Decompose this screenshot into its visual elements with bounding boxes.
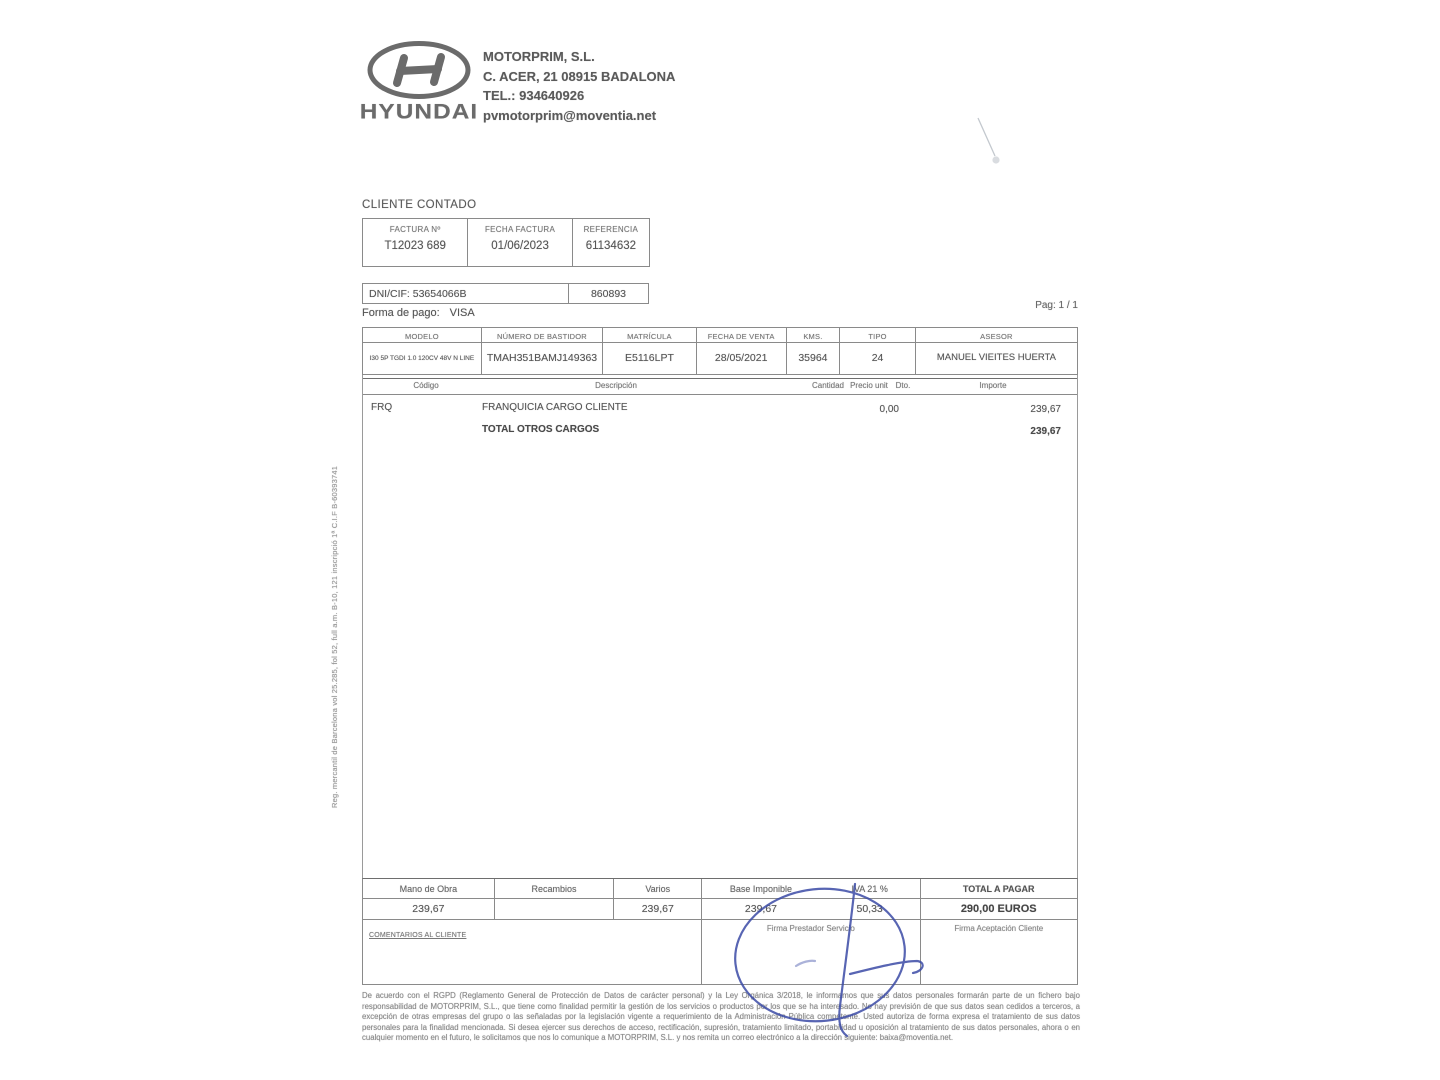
dni-cif: DNI/CIF: 53654066B: [369, 288, 467, 300]
handwritten-signature: [718, 878, 930, 1040]
registry-side-note: Reg. mercantil de Barcelona vol 25.285, fol 52, full a.m. B-10, 121 inscripció 1ª C.I.F B-60393741: [330, 465, 339, 808]
vehicle-model: I30 5P TGDI 1.0 120CV 48V N LINE: [369, 354, 475, 362]
vehicle-col-fecha-venta: [696, 328, 786, 374]
summary-header-total: TOTAL A PAGAR: [962, 883, 1035, 894]
client-signature-cell: [921, 920, 1077, 984]
vehicle-col-modelo: [363, 328, 481, 374]
meta-col-factura: [363, 219, 467, 266]
company-name: MOTORPRIM, S.L.: [483, 49, 595, 64]
page-counter: Pag: 1 / 1: [1035, 300, 1078, 311]
vehicle-header: NÚMERO DE BASTIDOR: [482, 328, 602, 343]
invoice-number: T12023 689: [384, 240, 446, 252]
vehicle-col-kms: [786, 328, 840, 374]
summary-recambios-value: [495, 899, 615, 919]
summary-iva-value: 50,33: [820, 899, 921, 919]
vehicle-col-bastidor: [481, 328, 602, 374]
pen-scratch-mark: [968, 110, 1012, 174]
invoice-meta-table: [362, 218, 650, 267]
client-code: 860893: [568, 284, 648, 303]
hyundai-oval-icon: [366, 40, 472, 100]
summary-header-varios: Varios: [614, 879, 702, 898]
summary-varios-value: 239,67: [614, 899, 702, 919]
summary-header-iva: IVA 21 %: [820, 879, 921, 898]
item-code: FRQ: [371, 402, 393, 413]
items-header-precio: Precio unit: [850, 381, 888, 390]
items-header-codigo: Código: [413, 381, 439, 390]
vehicle-plate: E5116LPT: [625, 352, 674, 365]
vehicle-advisor: MANUEL VIEITES HUERTA: [936, 352, 1056, 364]
vehicle-header: TIPO: [840, 328, 915, 343]
client-signature-label: Firma Aceptación Cliente: [954, 924, 1044, 933]
meta-header: FACTURA Nº: [389, 225, 441, 234]
items-total-label: TOTAL OTROS CARGOS: [482, 424, 600, 435]
dni-box: [362, 283, 649, 304]
summary-header-mano: Mano de Obra: [363, 879, 495, 898]
item-unit-price: 0,00: [879, 404, 899, 415]
provider-signature-label: Firma Prestador Servicio: [766, 924, 855, 933]
company-phone: TEL.: 934640926: [483, 88, 585, 103]
comments-label: COMENTARIOS AL CLIENTE: [369, 932, 467, 939]
summary-total-value: 290,00 EUROS: [960, 903, 1037, 915]
signature-strokes: [729, 880, 923, 1036]
meta-header: FECHA FACTURA: [484, 225, 556, 234]
vehicle-table: [362, 327, 1078, 375]
item-description: FRANQUICIA CARGO CLIENTE: [482, 402, 628, 413]
client-type-label: CLIENTE CONTADO: [362, 199, 477, 211]
hyundai-logo: [356, 40, 482, 125]
payment-method: [362, 307, 475, 319]
vehicle-col-matricula: [602, 328, 696, 374]
company-info: [483, 47, 675, 125]
vehicle-header: KMS.: [787, 328, 840, 343]
items-header-importe: Importe: [979, 381, 1007, 390]
company-email: pvmotorprim@moventia.net: [483, 107, 657, 123]
vehicle-header: MODELO: [363, 328, 481, 343]
vehicle-type: 24: [871, 352, 884, 365]
items-total-amount: 239,67: [1030, 426, 1061, 437]
meta-col-fecha: [467, 219, 571, 266]
summary-mano-value: 239,67: [363, 899, 495, 919]
vehicle-header: FECHA DE VENTA: [697, 328, 786, 343]
item-amount: 239,67: [1030, 404, 1061, 415]
vehicle-header: MATRÍCULA: [603, 328, 696, 343]
legal-notice: De acuerdo con el RGPD (Reglamento General de Protección de Datos de carácter personal) y la Ley Orgánica 3/2018, le informamos que sus datos personales formarán parte de un fichero bajo responsabilidad de MOTORPRIM, S.L., que tiene como finalidad permitir la gestión de los servicios o productos por los que se ha interesado. No hay previsión de que sus datos sean cedidos a terceros, a excepción de otras empresas del grupo o las señaladas por la legislación vigente a requerimiento de la Administración Pública competente. Usted autoriza de forma expresa el tratamiento de sus datos personales para la finalidad mencionada. Si desea ejercer sus derechos de acceso, rectificación, supresión, tratamiento limitado, portabilidad u oposición al tratamiento de sus datos personales, ahora o en cualquier momento en el futuro, le solicitamos que nos lo comunique a MOTORPRIM, S.L. y nos remita un correo electrónico a la dirección siguiente: baixa@moventia.net.: [362, 991, 1080, 1043]
invoice-reference: 61134632: [585, 240, 637, 252]
payment-label: Forma de pago:: [362, 307, 440, 319]
company-address: C. ACER, 21 08915 BADALONA: [483, 68, 676, 84]
payment-value: VISA: [449, 307, 475, 319]
items-header-cantidad: Cantidad: [811, 381, 845, 390]
items-header-descripcion: Descripción: [595, 381, 637, 390]
meta-header: REFERENCIA: [583, 225, 639, 234]
hyundai-wordmark: HYUNDAI: [359, 99, 479, 123]
vehicle-col-asesor: [915, 328, 1077, 374]
items-header-dto: Dto.: [895, 381, 911, 390]
vehicle-sale-date: 28/05/2021: [714, 352, 768, 365]
comments-cell: [363, 920, 702, 984]
vehicle-kms: 35964: [798, 352, 828, 365]
meta-col-referencia: [572, 219, 649, 266]
summary-header-recambios: Recambios: [495, 879, 615, 898]
vehicle-header: ASESOR: [916, 328, 1077, 343]
vehicle-col-tipo: [839, 328, 915, 374]
invoice-date: 01/06/2023: [491, 240, 549, 252]
summary-header-base: Base Imponible: [729, 883, 792, 894]
summary-base-value: 239,67: [744, 903, 778, 915]
vehicle-vin: TMAH351BAMJ149363: [486, 352, 598, 365]
items-header-row: [363, 378, 1077, 395]
